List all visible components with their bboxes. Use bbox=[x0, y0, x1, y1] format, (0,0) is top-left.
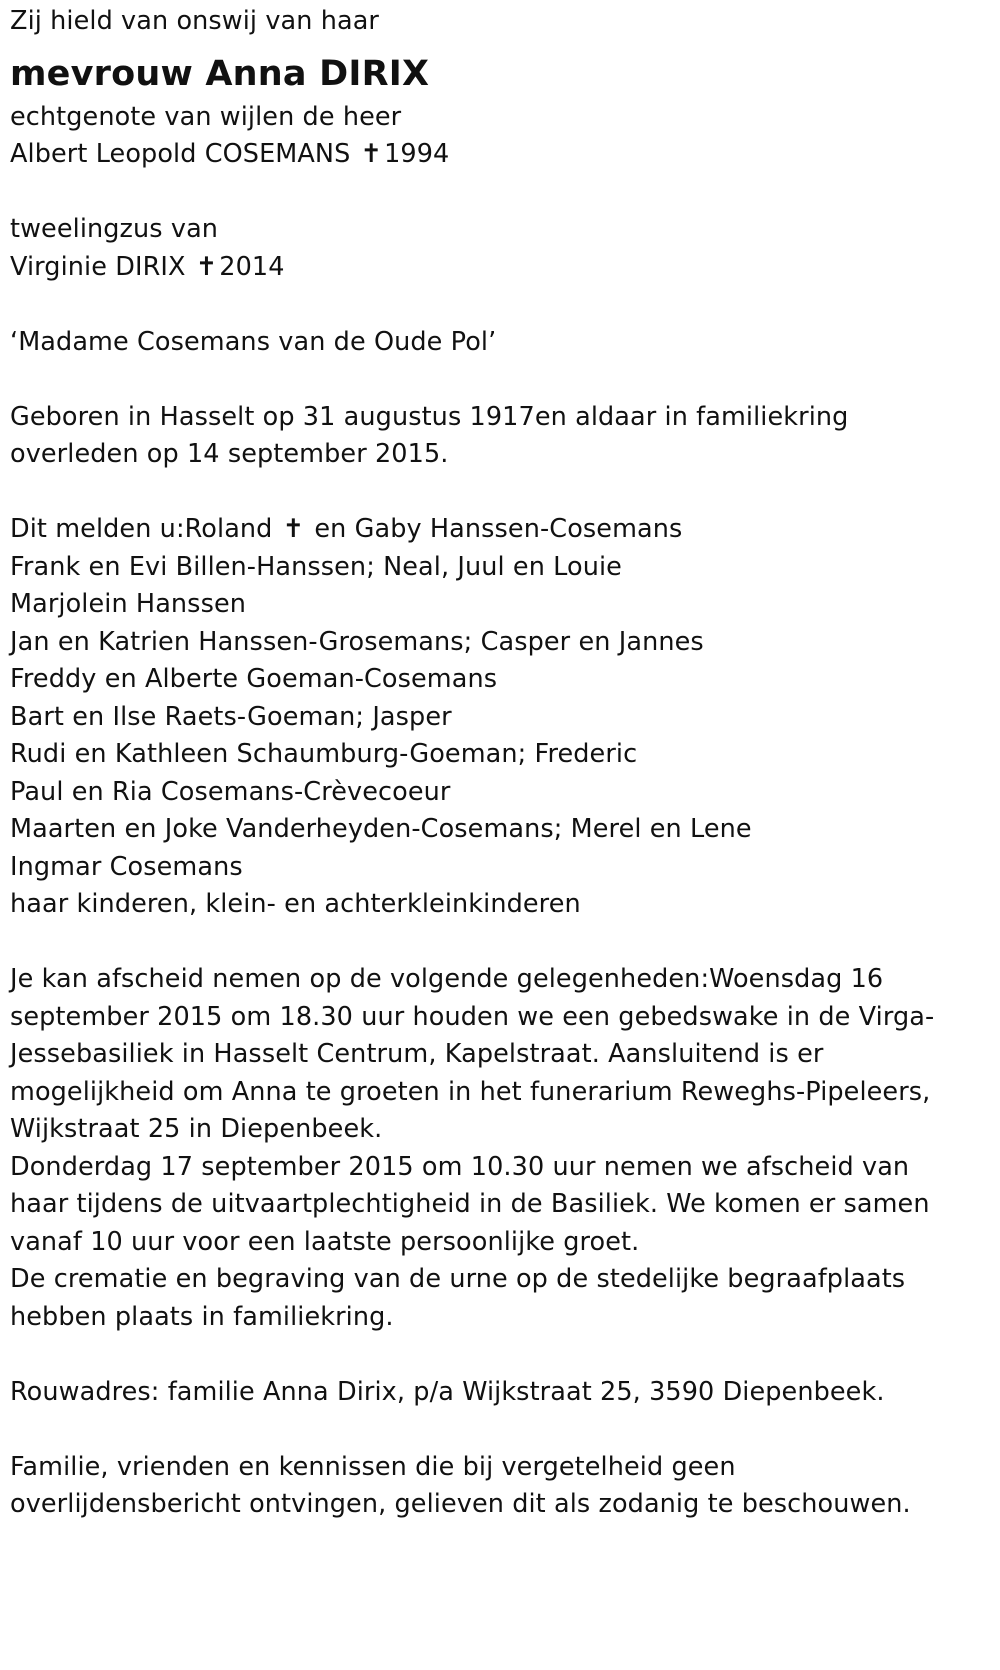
family-first-prefix: Dit melden u:Roland bbox=[10, 514, 273, 544]
family-line: haar kinderen, klein- en achterkleinkinderen bbox=[10, 889, 581, 919]
farewell-line: Donderdag 17 september 2015 om 10.30 uur nemen we afscheid van bbox=[10, 1151, 910, 1182]
cross-icon: ✝ bbox=[282, 514, 305, 544]
twin-prefix: tweelingzus van bbox=[10, 214, 219, 244]
family-line: Bart en Ilse Raets-Goeman; Jasper bbox=[10, 701, 452, 732]
spacer bbox=[10, 474, 990, 512]
birth-line-1: Geboren in Hasselt op 31 augustus 1917en aldaar in familiekring bbox=[10, 401, 849, 432]
intro-text: Zij hield van onswij van haar bbox=[10, 6, 380, 36]
farewell-line: hebben plaats in familiekring. bbox=[10, 1301, 394, 1332]
spouse-prefix: echtgenote van wijlen de heer bbox=[10, 101, 402, 132]
spacer bbox=[10, 1411, 990, 1449]
family-line: Marjolein Hanssen bbox=[10, 589, 247, 619]
spouse-name: Albert Leopold COSEMANS bbox=[10, 139, 351, 169]
mourning-address: Rouwadres: familie Anna Dirix, p/a Wijkstraat 25, 3590 Diepenbeek. bbox=[10, 1376, 885, 1407]
farewell-line: Jessebasiliek in Hasselt Centrum, Kapelstraat. Aansluitend is er bbox=[10, 1039, 824, 1069]
family-first-suffix: en Gaby Hanssen-Cosemans bbox=[314, 514, 683, 544]
family-line: Frank en Evi Billen-Hanssen; Neal, Juul en Louie bbox=[10, 551, 622, 582]
farewell-line: september 2015 om 18.30 uur houden we een gebedswake in de Virga- bbox=[10, 1001, 935, 1032]
spacer bbox=[10, 286, 990, 324]
farewell-line: haar tijdens de uitvaartplechtigheid in de Basiliek. We komen er samen bbox=[10, 1189, 930, 1219]
family-line: Jan en Katrien Hanssen-Grosemans; Casper en Jannes bbox=[10, 626, 704, 657]
birth-line-2: overleden op 14 september 2015. bbox=[10, 439, 449, 469]
farewell-line: Wijkstraat 25 in Diepenbeek. bbox=[10, 1114, 383, 1144]
twin-line bbox=[10, 249, 990, 287]
spacer bbox=[10, 361, 990, 399]
family-line: Freddy en Alberte Goeman-Cosemans bbox=[10, 664, 498, 694]
closing-line-1: Familie, vrienden en kennissen die bij vergetelheid geen bbox=[10, 1451, 736, 1482]
cross-icon: ✝ bbox=[195, 251, 218, 282]
spacer bbox=[10, 924, 990, 962]
closing-line-2: overlijdensbericht ontvingen, gelieven dit als zodanig te beschouwen. bbox=[10, 1489, 911, 1519]
twin-death-year: 2014 bbox=[219, 251, 285, 282]
family-line: Paul en Ria Cosemans-Crèvecoeur bbox=[10, 776, 451, 807]
farewell-line: vanaf 10 uur voor een laatste persoonlijke groet. bbox=[10, 1226, 640, 1257]
spouse-death-year: 1994 bbox=[384, 139, 450, 169]
farewell-line: Je kan afscheid nemen op de volgende gelegenheden:Woensdag 16 bbox=[10, 964, 884, 994]
farewell-line: De crematie en begraving van de urne op de stedelijke begraafplaats bbox=[10, 1264, 906, 1294]
nickname: ‘Madame Cosemans van de Oude Pol’ bbox=[10, 326, 497, 357]
spacer bbox=[10, 1336, 990, 1374]
spacer bbox=[10, 174, 990, 212]
twin-name: Virginie DIRIX bbox=[10, 251, 186, 282]
family-first-line bbox=[10, 511, 990, 549]
death-notice bbox=[10, 3, 990, 1524]
deceased-name: mevrouw Anna DIRIX bbox=[10, 53, 430, 94]
family-line: Rudi en Kathleen Schaumburg-Goeman; Frederic bbox=[10, 739, 638, 769]
family-line: Maarten en Joke Vanderheyden-Cosemans; Merel en Lene bbox=[10, 814, 752, 844]
family-line: Ingmar Cosemans bbox=[10, 851, 243, 882]
farewell-line: mogelijkheid om Anna te groeten in het funerarium Reweghs-Pipeleers, bbox=[10, 1076, 931, 1107]
cross-icon: ✝ bbox=[360, 139, 383, 169]
spouse-line bbox=[10, 136, 990, 174]
